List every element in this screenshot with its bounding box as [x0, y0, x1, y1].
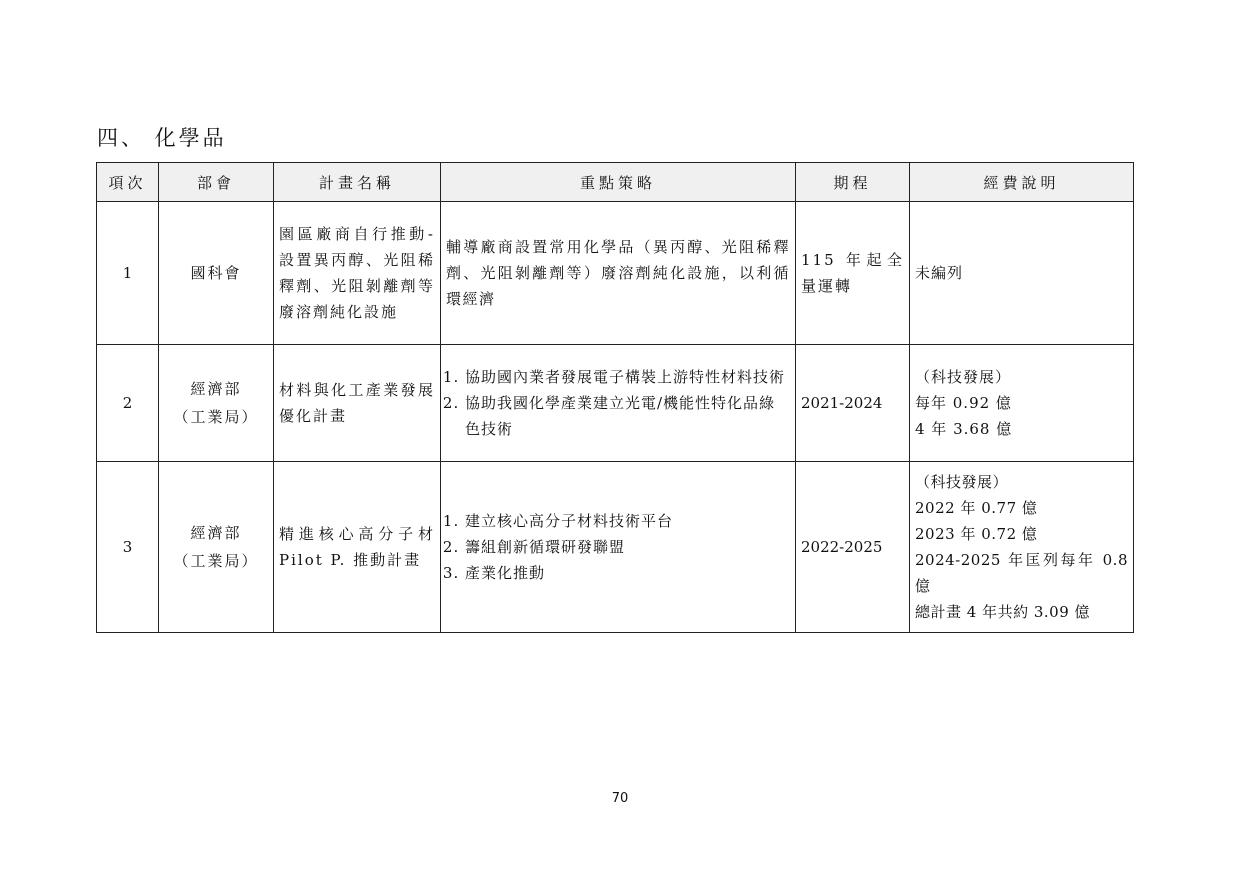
- schedule-text: 2022-2025: [801, 538, 883, 556]
- schedule-text: 115 年起全量運轉: [801, 251, 904, 295]
- row-index: 2: [97, 345, 159, 462]
- strategy-item: 2. 協助我國化學產業建立光電/機能性特化品綠色技術: [465, 390, 790, 442]
- row-dept: [159, 202, 274, 345]
- funding-line: 2024-2025 年匡列每年 0.8 億: [915, 551, 1128, 595]
- strategy-text: 輔導廠商設置常用化學品（異丙醇、光阻稀釋劑、光阻剝離劑等）廢溶劑純化設施，以利循環經濟: [446, 238, 790, 308]
- table-header-row: [97, 163, 1134, 202]
- row-strategy: [441, 202, 796, 345]
- row-schedule: [796, 462, 910, 633]
- funding-line: 每年 0.92 億: [915, 394, 1012, 412]
- dept-line: 經濟部: [190, 380, 242, 398]
- header-strategy: 重點策略: [441, 163, 796, 202]
- header-funding: 經費說明: [910, 163, 1134, 202]
- row-plan: [274, 202, 441, 345]
- dept-line: 國科會: [190, 264, 242, 282]
- plan-text: 園區廠商自行推動-設置異丙醇、光阻稀釋劑、光阻剝離劑等廢溶劑純化設施: [279, 225, 435, 321]
- funding-line: 總計畫 4 年共約 3.09 億: [915, 603, 1091, 621]
- schedule-text: 2021-2024: [801, 394, 883, 412]
- strategy-item: 3. 產業化推動: [465, 560, 790, 586]
- row-dept: [159, 345, 274, 462]
- header-dept: 部會: [159, 163, 274, 202]
- section-title: 四、 化學品: [97, 126, 227, 150]
- funding-line: 2023 年 0.72 億: [915, 525, 1038, 543]
- row-schedule: [796, 202, 910, 345]
- header-plan: 計畫名稱: [274, 163, 441, 202]
- table-row: [97, 202, 1134, 345]
- plan-text: 精進核心高分子材 Pilot P. 推動計畫: [279, 525, 435, 569]
- funding-line: （科技發展）: [915, 368, 1012, 386]
- strategy-list: [441, 364, 795, 442]
- funding-line: 未編列: [915, 264, 964, 282]
- row-index: 1: [97, 202, 159, 345]
- row-index: 3: [97, 462, 159, 633]
- page-number: 70: [611, 791, 629, 806]
- table-row: [97, 462, 1134, 633]
- funding-line: 4 年 3.68 億: [915, 420, 1013, 438]
- plan-text: 材料與化工產業發展優化計畫: [279, 381, 435, 425]
- dept-line: （工業局）: [173, 408, 259, 426]
- funding-line: （科技發展）: [915, 473, 1009, 491]
- row-strategy: [441, 462, 796, 633]
- row-plan: [274, 462, 441, 633]
- row-funding: [910, 345, 1134, 462]
- strategy-item: 2. 籌組創新循環研發聯盟: [465, 534, 790, 560]
- table-row: [97, 345, 1134, 462]
- row-funding: [910, 462, 1134, 633]
- row-plan: [274, 345, 441, 462]
- header-index: 項次: [97, 163, 159, 202]
- dept-line: 經濟部: [190, 524, 242, 542]
- row-schedule: [796, 345, 910, 462]
- strategy-item: 1. 協助國內業者發展電子構裝上游特性材料技術: [465, 364, 790, 390]
- strategy-list: [441, 508, 795, 586]
- row-funding: [910, 202, 1134, 345]
- dept-line: （工業局）: [173, 552, 259, 570]
- header-schedule: 期程: [796, 163, 910, 202]
- funding-line: 2022 年 0.77 億: [915, 499, 1038, 517]
- row-strategy: [441, 345, 796, 462]
- chemical-plan-table: [96, 162, 1134, 633]
- strategy-item: 1. 建立核心高分子材料技術平台: [465, 508, 790, 534]
- row-dept: [159, 462, 274, 633]
